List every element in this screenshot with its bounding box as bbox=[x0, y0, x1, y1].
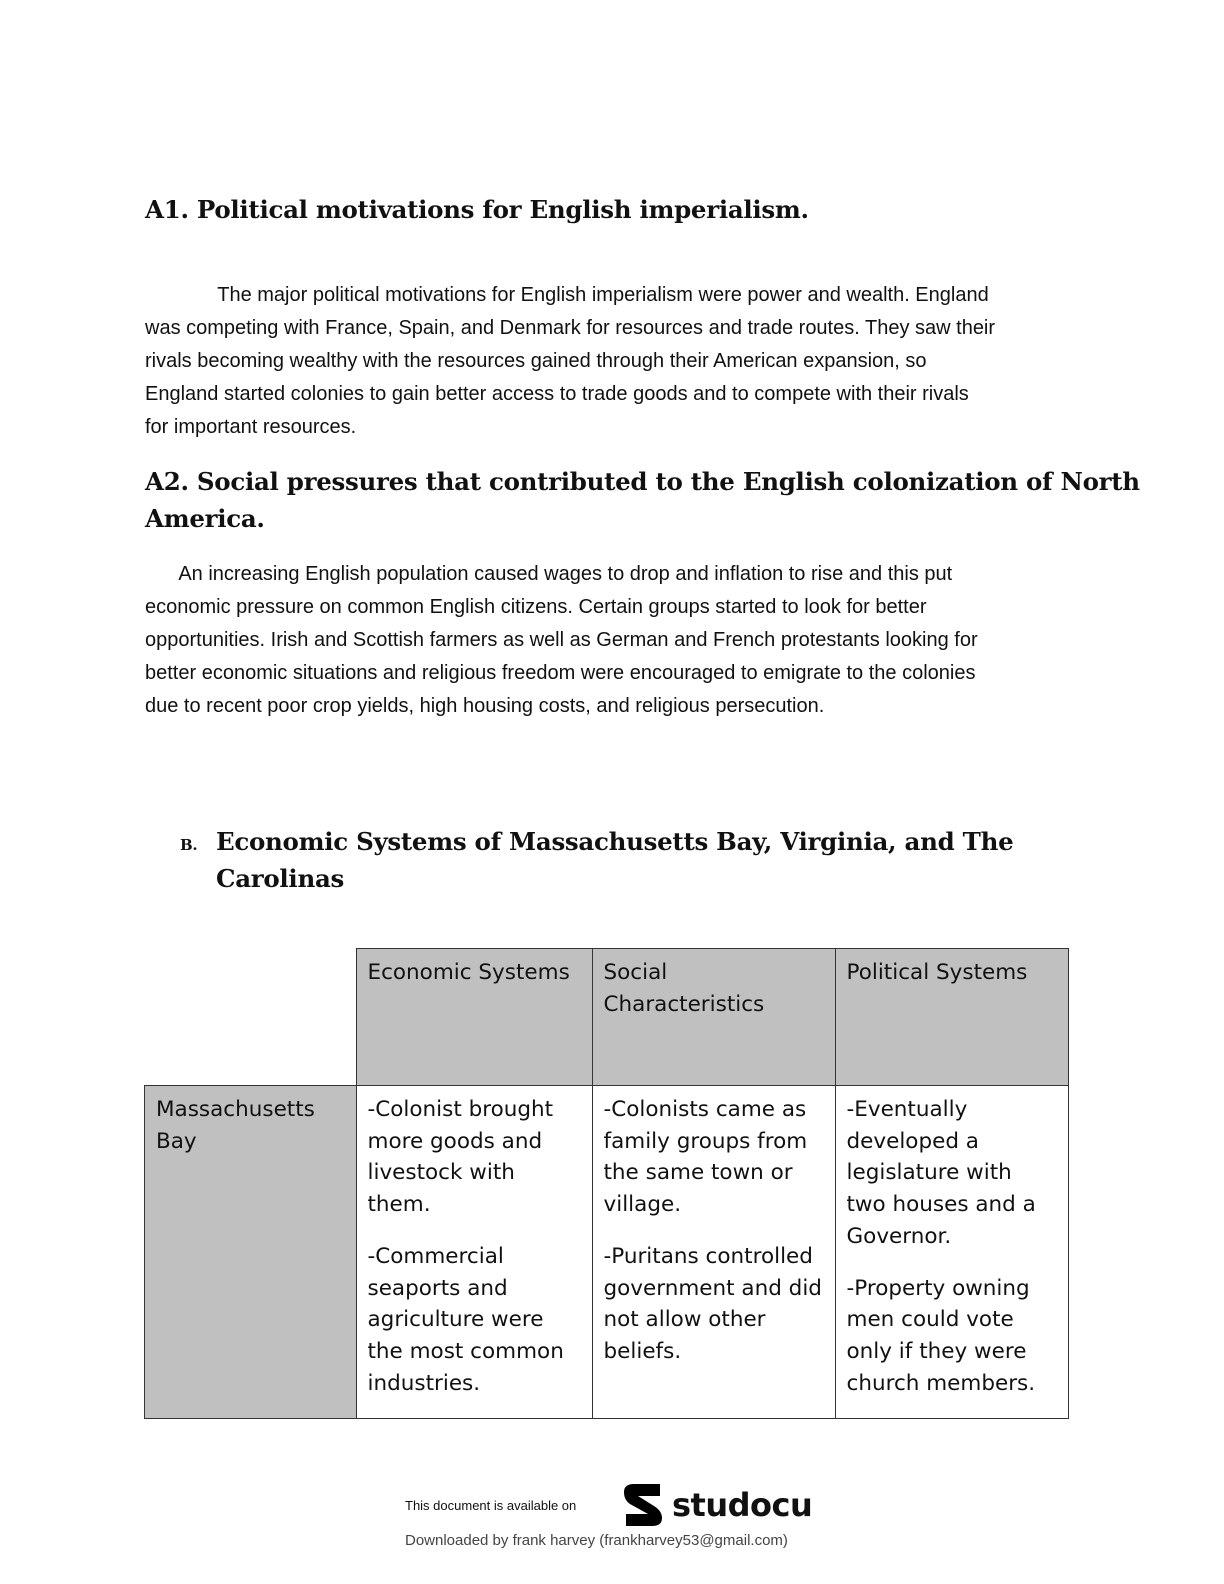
text-line: opportunities. Irish and Scottish farmers as well as German and French protestants looking for bbox=[145, 629, 978, 651]
heading-b bbox=[180, 823, 1014, 893]
text-line: The major political motivations for English imperialism were power and wealth. England bbox=[145, 284, 989, 306]
brand-name: studocu bbox=[672, 1486, 813, 1524]
text-line: better economic situations and religious freedom were encouraged to emigrate to the colonies bbox=[145, 662, 976, 684]
paragraph-a2 bbox=[145, 558, 978, 723]
studocu-logo-icon bbox=[620, 1482, 666, 1528]
cell-political bbox=[835, 1086, 1068, 1419]
text-line: rivals becoming wealthy with the resources gained through their American expansion, so bbox=[145, 350, 927, 372]
text-line: due to recent poor crop yields, high housing costs, and religious persecution. bbox=[145, 695, 825, 717]
cell-text: -Commercial seaports and agriculture were the most common industries. bbox=[367, 1243, 564, 1396]
table-header-row bbox=[145, 949, 1069, 1086]
row-label: Massachusetts Bay bbox=[145, 1086, 357, 1419]
download-note: Downloaded by frank harvey (frankharvey53@gmail.com) bbox=[405, 1532, 788, 1549]
text-line: was competing with France, Spain, and Denmark for resources and trade routes. They saw their bbox=[145, 317, 996, 339]
heading-a2 bbox=[145, 463, 1140, 537]
text-line: England started colonies to gain better access to trade goods and to compete with their rivals bbox=[145, 383, 969, 405]
list-number: B. bbox=[180, 836, 198, 854]
paragraph-a1 bbox=[145, 279, 995, 444]
empty-corner-cell bbox=[145, 949, 357, 1086]
colonies-table bbox=[144, 948, 1069, 1419]
header-political: Political Systems bbox=[835, 949, 1068, 1086]
heading-a1: A1. Political motivations for English imperialism. bbox=[145, 195, 809, 224]
cell-text: -Colonist brought more goods and livestock with them. bbox=[367, 1097, 554, 1218]
text-line: for important resources. bbox=[145, 416, 357, 438]
text-line: An increasing English population caused wages to drop and inflation to rise and this put bbox=[145, 563, 953, 585]
heading-line: Carolinas bbox=[216, 864, 345, 893]
table-row bbox=[145, 1086, 1069, 1419]
header-economic: Economic Systems bbox=[356, 949, 592, 1086]
cell-text: -Eventually developed a legislature with two houses and a Governor. bbox=[846, 1097, 1036, 1249]
heading-line: America. bbox=[145, 504, 265, 533]
cell-social bbox=[592, 1086, 835, 1419]
heading-text bbox=[216, 823, 1013, 897]
heading-line: Economic Systems of Massachusetts Bay, Virginia, and The bbox=[216, 827, 1014, 856]
heading-line: A2. Social pressures that contributed to the English colonization of North bbox=[145, 467, 1140, 496]
availability-note: This document is available on bbox=[405, 1498, 577, 1513]
cell-text: -Puritans controlled government and did not allow other beliefs. bbox=[603, 1243, 822, 1364]
cell-economic bbox=[356, 1086, 592, 1419]
cell-text: -Property owning men could vote only if they were church members. bbox=[846, 1275, 1036, 1396]
text-line: economic pressure on common English citizens. Certain groups started to look for better bbox=[145, 596, 927, 618]
studocu-logo[interactable] bbox=[620, 1482, 812, 1528]
header-social: Social Characteristics bbox=[592, 949, 835, 1086]
cell-text: -Colonists came as family groups from the same town or village. bbox=[603, 1097, 808, 1218]
